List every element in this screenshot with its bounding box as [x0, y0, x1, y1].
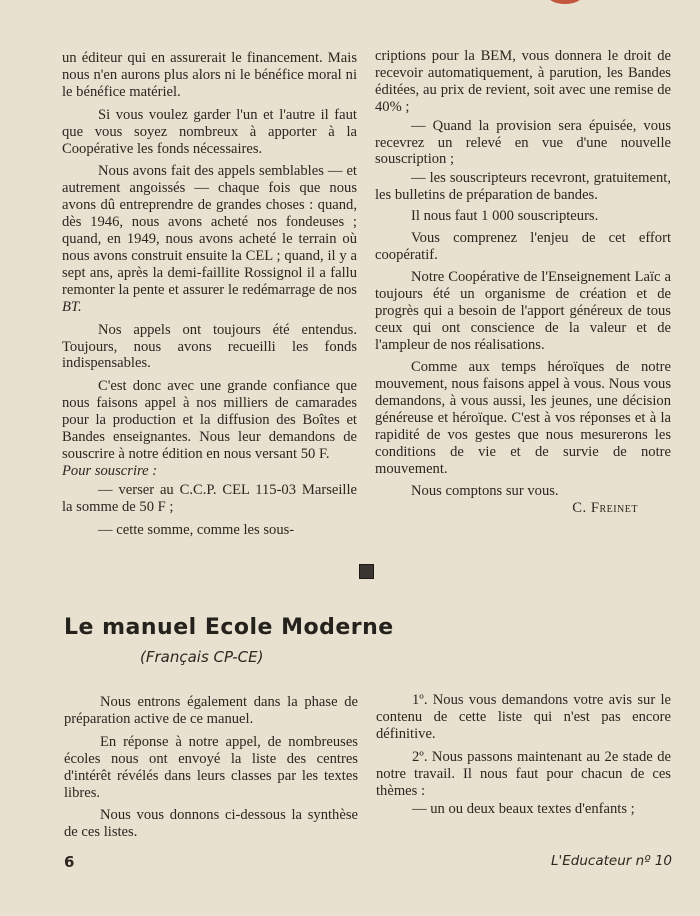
article-column-top-left	[62, 50, 357, 538]
subheading-pour-souscrire: Pour souscrire :	[62, 462, 158, 479]
corner-color-mark	[548, 0, 582, 4]
bt-abbreviation: BT.	[62, 298, 82, 315]
paragraph: Nous comptons sur vous.	[411, 482, 559, 499]
paragraph: 1º. Nous vous demandons votre avis sur le contenu de cette liste qui n'est pas encore définitive.	[376, 692, 671, 742]
paragraph: — un ou deux beaux textes d'enfants ;	[412, 801, 635, 818]
section-separator-square	[359, 564, 374, 579]
paragraph: Nous entrons également dans la phase de préparation active de ce manuel.	[64, 694, 358, 727]
paragraph: C'est donc avec une grande confiance que nous faisons appel à nos milliers de camarades pour la production et la diffusion des Boîtes et Bandes enseignantes. Nous leur demandons de souscrire à notre édition en nous versant 50 F.	[62, 378, 357, 462]
paragraph: Si vous voulez garder l'un et l'autre il faut que vous soyez nombreux à apporter à la Coopérative les fonds nécessaires.	[62, 106, 357, 157]
paragraph: — cette somme, comme les sous-	[98, 521, 295, 538]
paragraph: — les souscripteurs recevront, gratuitement, les bulletins de préparation de bandes.	[375, 170, 671, 204]
paragraph: En réponse à notre appel, de nombreuses écoles nous ont envoyé la liste des centres d'intérêt révélés dans leurs classes par les textes libres.	[64, 733, 358, 801]
article-column-bottom-left	[64, 694, 358, 841]
paragraph: Notre Coopérative de l'Enseignement Laïc a toujours été un organisme de création et de progrès qui a besoin de l'apport généreux de tous ceux qui ont conscience de la valeur et de l'ampleur de nos réalisations.	[375, 268, 671, 353]
section-subtitle: (Français CP-CE)	[140, 648, 264, 666]
paragraph: 2º. Nous passons maintenant au 2e stade de notre travail. Il nous faut pour chacun de ces thèmes :	[376, 748, 671, 799]
journal-issue: L'Educateur nº 10	[551, 853, 672, 869]
article-column-bottom-right	[376, 692, 671, 818]
section-title: Le manuel Ecole Moderne	[64, 615, 394, 640]
paragraph: un éditeur qui en assurerait le financement. Mais nous n'en aurons plus alors ni le bénéfice moral ni le bénéfice matériel.	[62, 50, 357, 100]
paragraph: criptions pour la BEM, vous donnera le droit de recevoir automatiquement, à parution, les Bandes éditées, au prix de revient, soit avec une remise de 40% ;	[375, 48, 671, 115]
paragraph: — Quand la provision sera épuisée, vous recevrez un relevé en vue d'une nouvelle souscription ;	[375, 117, 671, 168]
paragraph-text: Nous avons fait des appels semblables — et autrement angoissés — chaque fois que nous avons dû entreprendre de grandes choses : quand, dès 1946, nous avons acheté nos fondeuses ; quand, en 1949, nous avons acheté le terrain où nous avons construit ensuite la CEL ; quand, il y a sept ans, après la demi-faillite Rossignol il a fallu remonter la pente et assurer le redémarrage de nos	[62, 163, 357, 298]
page-number: 6	[64, 853, 75, 871]
paragraph: Il nous faut 1 000 souscripteurs.	[411, 208, 599, 225]
paragraph: Nous vous donnons ci-dessous la synthèse de ces listes.	[64, 807, 358, 841]
paragraph: — verser au C.C.P. CEL 115-03 Marseille la somme de 50 F ;	[62, 481, 357, 515]
paragraph: Nos appels ont toujours été entendus. Toujours, nous avons recueilli les fonds indispensables.	[62, 321, 357, 372]
paragraph	[62, 163, 357, 315]
paragraph: Comme aux temps héroïques de notre mouvement, nous faisons appel à vous. Nous vous demandons, à vous aussi, les jeunes, une décision généreuse et héroïque. C'est à vos réponses et à la rapidité de vos gestes que nous mesurerons les conditions de vie et de survie de notre mouvement.	[375, 359, 671, 477]
author-signature: C. Freinet	[572, 499, 638, 516]
paragraph: Vous comprenez l'enjeu de cet effort coopératif.	[375, 230, 671, 263]
article-column-top-right	[375, 48, 671, 517]
